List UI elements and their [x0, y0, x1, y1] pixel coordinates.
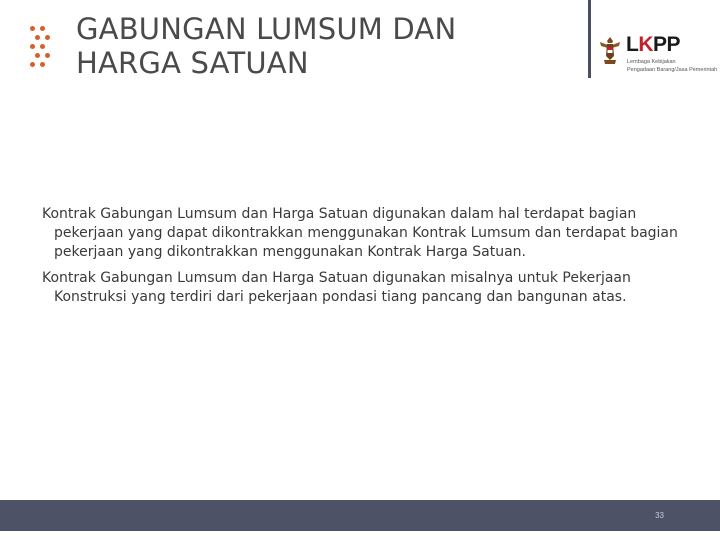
page-number: 33 [655, 511, 664, 520]
logo-subtitle: Lembaga Kebijakan Pengadaan Barang/Jasa Pemerintah [627, 59, 718, 73]
body-paragraph-2: Kontrak Gabungan Lumsum dan Harga Satuan digunakan misalnya untuk Pekerjaan Konstruksi yang terdiri dari pekerjaan pondasi tiang pancang dan bangunan atas. [42, 270, 631, 305]
lkpp-logo [598, 34, 718, 82]
garuda-emblem-icon [598, 34, 622, 70]
dot-cluster-icon [28, 24, 54, 76]
slide-body [42, 205, 682, 314]
body-paragraph-1: Kontrak Gabungan Lumsum dan Harga Satuan digunakan dalam hal terdapat bagian pekerjaan yang dapat dikontrakkan menggunakan Kontrak Lumsum dan terdapat bagian pekerjaan yang dikontrakkan menggunakan Kontrak Harga Satuan. [42, 206, 678, 260]
slide-title [76, 12, 556, 80]
slide-title-line-1: GABUNGAN LUMSUM DAN [76, 12, 457, 46]
slide-title-line-2: HARGA SATUAN [76, 46, 309, 80]
header-divider [588, 0, 591, 78]
footer-bar [0, 500, 720, 531]
logo-wordmark: LKPP [626, 33, 681, 56]
